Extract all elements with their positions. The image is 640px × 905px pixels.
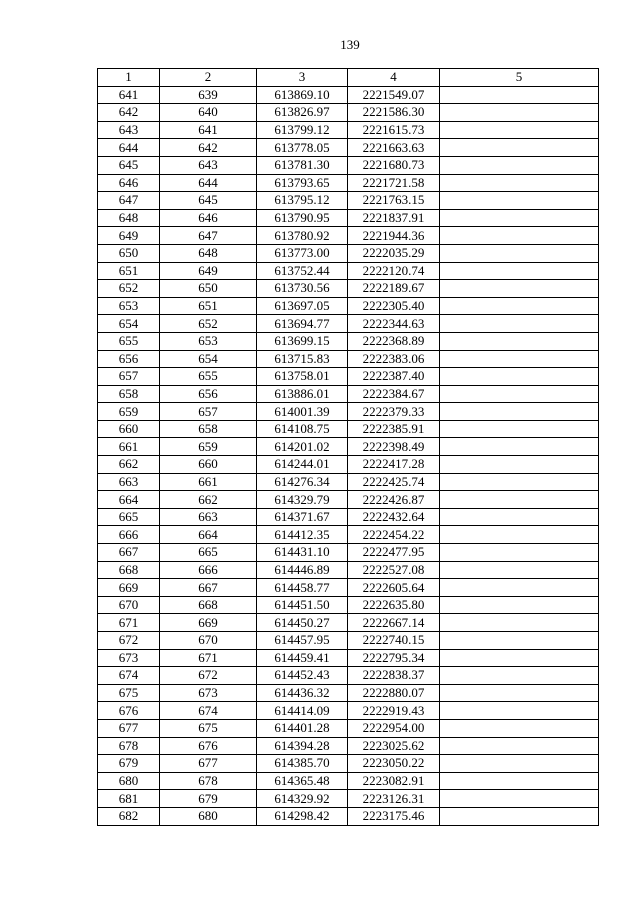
table-cell: 613795.12 bbox=[257, 192, 348, 210]
table-cell: 613793.65 bbox=[257, 174, 348, 192]
table-cell: 2222417.28 bbox=[348, 456, 440, 474]
table-cell: 614414.09 bbox=[257, 702, 348, 720]
table-row bbox=[98, 315, 599, 333]
table-cell: 614394.28 bbox=[257, 737, 348, 755]
table-row bbox=[98, 420, 599, 438]
table-row bbox=[98, 403, 599, 421]
table-cell: 613773.00 bbox=[257, 244, 348, 262]
table-cell: 654 bbox=[160, 350, 257, 368]
table-cell bbox=[440, 104, 599, 122]
table-cell: 2222740.15 bbox=[348, 632, 440, 650]
table-cell bbox=[440, 807, 599, 825]
table-cell bbox=[440, 755, 599, 773]
table-cell: 671 bbox=[160, 649, 257, 667]
table-cell: 655 bbox=[98, 332, 160, 350]
table-cell: 2223175.46 bbox=[348, 807, 440, 825]
table-row bbox=[98, 139, 599, 157]
table-cell: 647 bbox=[160, 227, 257, 245]
table-cell: 672 bbox=[160, 667, 257, 685]
table-row bbox=[98, 772, 599, 790]
table-cell: 680 bbox=[98, 772, 160, 790]
table-cell: 613790.95 bbox=[257, 209, 348, 227]
table-cell: 614436.32 bbox=[257, 684, 348, 702]
table-cell bbox=[440, 121, 599, 139]
table-cell: 673 bbox=[160, 684, 257, 702]
table-cell: 645 bbox=[98, 156, 160, 174]
table-cell: 676 bbox=[98, 702, 160, 720]
table-cell bbox=[440, 561, 599, 579]
table-cell: 2222426.87 bbox=[348, 491, 440, 509]
table-cell: 2222035.29 bbox=[348, 244, 440, 262]
table-cell: 613697.05 bbox=[257, 297, 348, 315]
table-cell: 2222880.07 bbox=[348, 684, 440, 702]
table-cell bbox=[440, 684, 599, 702]
table-row bbox=[98, 473, 599, 491]
table-cell: 662 bbox=[160, 491, 257, 509]
table-cell bbox=[440, 737, 599, 755]
table-cell: 652 bbox=[98, 280, 160, 298]
table-cell: 614450.27 bbox=[257, 614, 348, 632]
table-row bbox=[98, 614, 599, 632]
table-row bbox=[98, 209, 599, 227]
table-row bbox=[98, 244, 599, 262]
table-cell: 644 bbox=[160, 174, 257, 192]
table-cell: 2221837.91 bbox=[348, 209, 440, 227]
table-cell: 640 bbox=[160, 104, 257, 122]
table-cell: 2221763.15 bbox=[348, 192, 440, 210]
table-row bbox=[98, 508, 599, 526]
table-cell bbox=[440, 385, 599, 403]
table-cell: 613778.05 bbox=[257, 139, 348, 157]
table-cell: 674 bbox=[160, 702, 257, 720]
table-cell: 648 bbox=[98, 209, 160, 227]
table-cell: 614412.35 bbox=[257, 526, 348, 544]
table-cell: 2222398.49 bbox=[348, 438, 440, 456]
table-cell: 666 bbox=[98, 526, 160, 544]
table-cell: 646 bbox=[160, 209, 257, 227]
table-cell bbox=[440, 526, 599, 544]
table-cell bbox=[440, 315, 599, 333]
table-cell: 2222477.95 bbox=[348, 544, 440, 562]
table-cell: 651 bbox=[98, 262, 160, 280]
table-cell: 639 bbox=[160, 86, 257, 104]
table-cell: 643 bbox=[160, 156, 257, 174]
table-cell bbox=[440, 227, 599, 245]
table-cell bbox=[440, 350, 599, 368]
table-cell bbox=[440, 702, 599, 720]
table-cell bbox=[440, 192, 599, 210]
table-cell bbox=[440, 544, 599, 562]
table-cell: 680 bbox=[160, 807, 257, 825]
table-row bbox=[98, 280, 599, 298]
table-cell: 614298.42 bbox=[257, 807, 348, 825]
table-cell: 2222635.80 bbox=[348, 596, 440, 614]
table-cell bbox=[440, 156, 599, 174]
table-cell: 614329.92 bbox=[257, 790, 348, 808]
table-cell: 2222379.33 bbox=[348, 403, 440, 421]
table-cell: 667 bbox=[160, 579, 257, 597]
table-cell bbox=[440, 719, 599, 737]
table-cell: 2223050.22 bbox=[348, 755, 440, 773]
table-row bbox=[98, 368, 599, 386]
table-cell: 652 bbox=[160, 315, 257, 333]
table-cell: 658 bbox=[98, 385, 160, 403]
table-cell bbox=[440, 790, 599, 808]
table-cell: 673 bbox=[98, 649, 160, 667]
table-cell: 670 bbox=[98, 596, 160, 614]
table-cell bbox=[440, 139, 599, 157]
column-header: 2 bbox=[160, 69, 257, 87]
table-cell bbox=[440, 508, 599, 526]
table-cell: 667 bbox=[98, 544, 160, 562]
column-header: 3 bbox=[257, 69, 348, 87]
table-cell: 614371.67 bbox=[257, 508, 348, 526]
table-cell: 670 bbox=[160, 632, 257, 650]
table-cell: 659 bbox=[160, 438, 257, 456]
table-cell: 645 bbox=[160, 192, 257, 210]
table-cell: 2222954.00 bbox=[348, 719, 440, 737]
table-cell: 2222527.08 bbox=[348, 561, 440, 579]
table-row bbox=[98, 350, 599, 368]
table-cell bbox=[440, 438, 599, 456]
table-cell: 613780.92 bbox=[257, 227, 348, 245]
table-cell: 650 bbox=[160, 280, 257, 298]
table-cell: 614108.75 bbox=[257, 420, 348, 438]
table-cell bbox=[440, 473, 599, 491]
table-cell bbox=[440, 596, 599, 614]
table-cell: 613715.83 bbox=[257, 350, 348, 368]
table-cell bbox=[440, 649, 599, 667]
table-cell bbox=[440, 280, 599, 298]
table-row bbox=[98, 807, 599, 825]
table-cell: 613799.12 bbox=[257, 121, 348, 139]
table-row bbox=[98, 649, 599, 667]
table-cell bbox=[440, 174, 599, 192]
table-cell: 614459.41 bbox=[257, 649, 348, 667]
table-cell bbox=[440, 632, 599, 650]
table-row bbox=[98, 702, 599, 720]
table-cell: 2222667.14 bbox=[348, 614, 440, 632]
table-cell: 613826.97 bbox=[257, 104, 348, 122]
table-cell: 2222838.37 bbox=[348, 667, 440, 685]
table-cell: 678 bbox=[98, 737, 160, 755]
table-cell: 681 bbox=[98, 790, 160, 808]
table-cell: 653 bbox=[160, 332, 257, 350]
table-cell: 2222605.64 bbox=[348, 579, 440, 597]
table-cell: 614201.02 bbox=[257, 438, 348, 456]
table-cell bbox=[440, 491, 599, 509]
table-cell: 2222384.67 bbox=[348, 385, 440, 403]
table-cell: 2223082.91 bbox=[348, 772, 440, 790]
table-cell: 657 bbox=[98, 368, 160, 386]
table-cell: 613869.10 bbox=[257, 86, 348, 104]
table-cell: 613699.15 bbox=[257, 332, 348, 350]
table-cell: 679 bbox=[160, 790, 257, 808]
table-cell bbox=[440, 667, 599, 685]
table-cell: 648 bbox=[160, 244, 257, 262]
table-cell: 2221721.58 bbox=[348, 174, 440, 192]
table-cell: 644 bbox=[98, 139, 160, 157]
table-cell: 663 bbox=[160, 508, 257, 526]
table-cell: 675 bbox=[160, 719, 257, 737]
table-cell bbox=[440, 420, 599, 438]
table-row bbox=[98, 667, 599, 685]
table-cell: 668 bbox=[160, 596, 257, 614]
table-cell: 2222383.06 bbox=[348, 350, 440, 368]
table-row bbox=[98, 438, 599, 456]
table-cell: 657 bbox=[160, 403, 257, 421]
table-cell: 614385.70 bbox=[257, 755, 348, 773]
table-cell: 659 bbox=[98, 403, 160, 421]
table-cell: 2222120.74 bbox=[348, 262, 440, 280]
table-cell: 2222189.67 bbox=[348, 280, 440, 298]
table-cell: 642 bbox=[98, 104, 160, 122]
table-cell: 666 bbox=[160, 561, 257, 579]
table-cell: 2222344.63 bbox=[348, 315, 440, 333]
table-cell bbox=[440, 614, 599, 632]
table-cell: 651 bbox=[160, 297, 257, 315]
table-cell: 646 bbox=[98, 174, 160, 192]
table-cell: 2222432.64 bbox=[348, 508, 440, 526]
table-row bbox=[98, 86, 599, 104]
table-cell: 2223025.62 bbox=[348, 737, 440, 755]
table-cell: 672 bbox=[98, 632, 160, 650]
table-cell: 649 bbox=[160, 262, 257, 280]
table-cell: 613886.01 bbox=[257, 385, 348, 403]
table-cell: 2222919.43 bbox=[348, 702, 440, 720]
table-body bbox=[98, 86, 599, 825]
table-row bbox=[98, 262, 599, 280]
table-cell bbox=[440, 403, 599, 421]
table-cell: 2221615.73 bbox=[348, 121, 440, 139]
table-cell bbox=[440, 772, 599, 790]
table-cell: 614431.10 bbox=[257, 544, 348, 562]
table-cell: 614452.43 bbox=[257, 667, 348, 685]
table-cell: 2222795.34 bbox=[348, 649, 440, 667]
table-cell: 613781.30 bbox=[257, 156, 348, 174]
table-cell: 655 bbox=[160, 368, 257, 386]
page-number: 139 bbox=[340, 37, 360, 52]
table-cell: 2222454.22 bbox=[348, 526, 440, 544]
table-cell: 2222425.74 bbox=[348, 473, 440, 491]
table-cell: 682 bbox=[98, 807, 160, 825]
table-cell: 678 bbox=[160, 772, 257, 790]
table-header-row bbox=[98, 69, 599, 87]
table-row bbox=[98, 491, 599, 509]
table-cell: 614451.50 bbox=[257, 596, 348, 614]
table-row bbox=[98, 719, 599, 737]
table-cell: 2221549.07 bbox=[348, 86, 440, 104]
table-cell bbox=[440, 332, 599, 350]
table-cell: 653 bbox=[98, 297, 160, 315]
table-cell: 614329.79 bbox=[257, 491, 348, 509]
table-cell: 664 bbox=[160, 526, 257, 544]
table-cell bbox=[440, 244, 599, 262]
table-cell: 2222305.40 bbox=[348, 297, 440, 315]
table-cell bbox=[440, 297, 599, 315]
table-row bbox=[98, 596, 599, 614]
table-cell: 675 bbox=[98, 684, 160, 702]
table-cell: 647 bbox=[98, 192, 160, 210]
table-cell: 614001.39 bbox=[257, 403, 348, 421]
table-cell bbox=[440, 209, 599, 227]
table-cell: 614401.28 bbox=[257, 719, 348, 737]
table-cell: 679 bbox=[98, 755, 160, 773]
table-cell bbox=[440, 368, 599, 386]
table-cell: 650 bbox=[98, 244, 160, 262]
table-row bbox=[98, 227, 599, 245]
table-cell: 614276.34 bbox=[257, 473, 348, 491]
table-cell: 665 bbox=[98, 508, 160, 526]
table-row bbox=[98, 156, 599, 174]
table-cell: 661 bbox=[98, 438, 160, 456]
table-cell: 663 bbox=[98, 473, 160, 491]
table-cell: 641 bbox=[98, 86, 160, 104]
table-cell: 2221944.36 bbox=[348, 227, 440, 245]
table-cell: 613694.77 bbox=[257, 315, 348, 333]
table-cell: 669 bbox=[160, 614, 257, 632]
table-row bbox=[98, 526, 599, 544]
table-cell: 665 bbox=[160, 544, 257, 562]
table-row bbox=[98, 561, 599, 579]
table-cell: 2223126.31 bbox=[348, 790, 440, 808]
table-row bbox=[98, 544, 599, 562]
table-cell: 641 bbox=[160, 121, 257, 139]
table-row bbox=[98, 579, 599, 597]
table-row bbox=[98, 755, 599, 773]
column-header: 4 bbox=[348, 69, 440, 87]
table-cell: 658 bbox=[160, 420, 257, 438]
table-row bbox=[98, 456, 599, 474]
column-header: 1 bbox=[98, 69, 160, 87]
table-cell: 2222387.40 bbox=[348, 368, 440, 386]
table-cell: 662 bbox=[98, 456, 160, 474]
table-cell: 613758.01 bbox=[257, 368, 348, 386]
table-cell: 676 bbox=[160, 737, 257, 755]
table-row bbox=[98, 104, 599, 122]
table-cell: 2221586.30 bbox=[348, 104, 440, 122]
table-cell bbox=[440, 456, 599, 474]
table-row bbox=[98, 297, 599, 315]
table-row bbox=[98, 332, 599, 350]
table-cell: 614365.48 bbox=[257, 772, 348, 790]
table-cell: 614244.01 bbox=[257, 456, 348, 474]
table-cell: 649 bbox=[98, 227, 160, 245]
table-row bbox=[98, 632, 599, 650]
table-row bbox=[98, 192, 599, 210]
table-row bbox=[98, 385, 599, 403]
table-row bbox=[98, 790, 599, 808]
table-cell bbox=[440, 86, 599, 104]
table-cell: 642 bbox=[160, 139, 257, 157]
table-cell: 664 bbox=[98, 491, 160, 509]
table-cell bbox=[440, 579, 599, 597]
table-cell: 677 bbox=[160, 755, 257, 773]
table-cell: 669 bbox=[98, 579, 160, 597]
table-cell bbox=[440, 262, 599, 280]
table-row bbox=[98, 737, 599, 755]
table-cell: 656 bbox=[160, 385, 257, 403]
table-cell: 654 bbox=[98, 315, 160, 333]
table-cell: 614457.95 bbox=[257, 632, 348, 650]
table-cell: 2222368.89 bbox=[348, 332, 440, 350]
table-cell: 671 bbox=[98, 614, 160, 632]
table-cell: 613752.44 bbox=[257, 262, 348, 280]
column-header: 5 bbox=[440, 69, 599, 87]
table-row bbox=[98, 174, 599, 192]
table-row bbox=[98, 121, 599, 139]
table-cell: 2222385.91 bbox=[348, 420, 440, 438]
table-cell: 613730.56 bbox=[257, 280, 348, 298]
table-cell: 656 bbox=[98, 350, 160, 368]
coordinates-table bbox=[97, 68, 599, 826]
table-cell: 2221680.73 bbox=[348, 156, 440, 174]
table-cell: 668 bbox=[98, 561, 160, 579]
table-cell: 677 bbox=[98, 719, 160, 737]
table-cell: 660 bbox=[98, 420, 160, 438]
table-cell: 674 bbox=[98, 667, 160, 685]
table-row bbox=[98, 684, 599, 702]
table-cell: 643 bbox=[98, 121, 160, 139]
table-cell: 614458.77 bbox=[257, 579, 348, 597]
table-cell: 660 bbox=[160, 456, 257, 474]
table-cell: 614446.89 bbox=[257, 561, 348, 579]
table-cell: 2221663.63 bbox=[348, 139, 440, 157]
table-cell: 661 bbox=[160, 473, 257, 491]
